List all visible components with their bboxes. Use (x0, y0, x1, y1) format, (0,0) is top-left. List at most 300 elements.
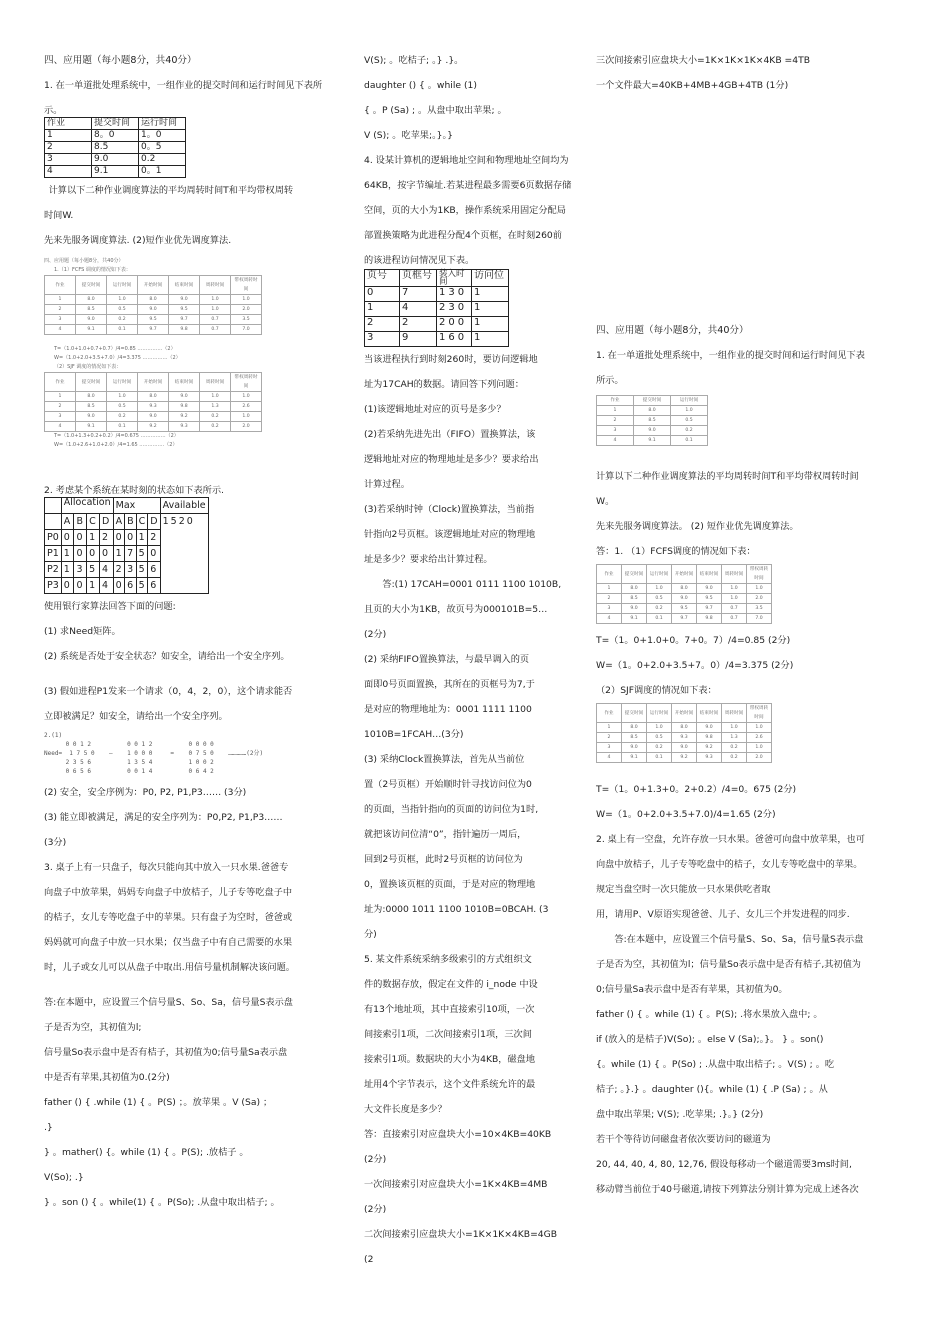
q3-text: 妈妈就可向盘子中放一只水果；仅当盘子中有自己需要的水果 (44, 937, 293, 948)
table-row (597, 704, 772, 723)
a3-text: } 。mather() {。while (1) { 。P(S); .放桔子 。 (44, 1147, 249, 1158)
table-cell: 带权周转时间 (747, 565, 772, 584)
table-row (45, 412, 262, 422)
a5-text: (2 (364, 1254, 374, 1265)
q5-text: 址用4个字节表示，这个文件系统允许的最 (364, 1079, 536, 1090)
spacer (596, 98, 916, 318)
table-cell: 9.7 (697, 604, 722, 614)
table-cell: 1.0 (722, 594, 747, 604)
thumb-formula: W=（1.0+2.6+1.0+2.0）/4=1.65 ……………（2） (54, 442, 178, 448)
q1-text: 先来先服务调度算法。 (2) 短作业优先调度算法。 (596, 521, 799, 532)
table-cell: 8.5 (92, 142, 139, 154)
thumb-table-sjf (596, 703, 772, 763)
table-cell: 9.1 (76, 325, 107, 335)
matrix-line: 0 0 1 2 0 0 1 2 0 0 0 0 (44, 741, 214, 748)
table-cell: 8.0 (76, 392, 107, 402)
q1-ask: 时间W. (44, 210, 74, 221)
table-cell: 1.0 (671, 406, 708, 416)
table-cell: 9.0 (697, 723, 722, 733)
table-row (45, 373, 262, 392)
table-cell: 0.7 (722, 604, 747, 614)
q2-text: 用，请用P、V原语实现爸爸、儿子、女儿三个并发进程的同步. (596, 909, 850, 920)
a4-text: 址为:0000 1011 1100 1010B=0BCAH. (3 (364, 904, 549, 915)
table-cell: 9.2 (138, 422, 169, 432)
table-cell: 8.0 (672, 584, 697, 594)
table-cell: 开始时间 (138, 373, 169, 392)
q1-ask: 计算以下二种作业调度算法的平均周转时间T和平均带权周转 (48, 185, 294, 196)
table-cell: 0.1 (647, 614, 672, 624)
table-cell: 1.0 (747, 584, 772, 594)
table-cell: 9.0 (622, 604, 647, 614)
table-cell: 运行时间 (671, 396, 708, 406)
table-cell: P3 (45, 578, 62, 594)
table-cell: 8.0 (622, 584, 647, 594)
table-cell: 5 (136, 578, 148, 594)
table-row (597, 416, 708, 426)
a3-text: .} (44, 1122, 53, 1133)
table-cell: 周转时间 (200, 276, 231, 295)
table-cell: 8.5 (634, 416, 671, 426)
matrix-line: 0 6 5 6 0 0 1 4 0 6 4 2 (44, 768, 214, 775)
thumb-heading: 四、应用题（每小题8分，共40分） (44, 258, 124, 264)
table-cell: 9.1 (92, 166, 139, 178)
a1-text: （2）SJF调度的情况如下表： (596, 685, 717, 696)
table-cell: 2 (100, 530, 114, 546)
table-cell: 带权周转时间 (231, 373, 262, 392)
table-cell: 0.2 (107, 412, 138, 422)
table-cell: 7 (125, 546, 137, 562)
table-cell: 提交时间 (92, 118, 139, 130)
matrix-line: Need= 1 7 5 0 — 1 0 0 0 = 0 7 5 0 ……………(2分) (44, 750, 264, 757)
table-cell: 6 (125, 578, 137, 594)
table-cell: 9.8 (169, 325, 200, 335)
q4-text: 空间，页的大小为1KB，操作系统采用固定分配局 (364, 205, 566, 216)
table-row (45, 118, 186, 130)
table-cell: 1 (45, 392, 76, 402)
q4-text: (1)该逻辑地址对应的页号是多少？ (364, 404, 506, 415)
table-cell: 0.2 (722, 753, 747, 763)
q4-text: 当该进程执行到时刻260时，要访问逻辑地 (364, 354, 538, 365)
table-cell: 0 (113, 530, 125, 546)
table-cell: 1.3 (722, 733, 747, 743)
table-cell: 9.0 (138, 412, 169, 422)
table-cell: 4 (45, 166, 92, 178)
table-cell: Max (113, 498, 160, 514)
table-cell: Allocation (61, 498, 113, 514)
table-cell: 3.5 (231, 315, 262, 325)
a4-text: (2) 采纳FIFO置换算法，与最早调入的页 (364, 654, 530, 665)
table-cell: 0.2 (107, 315, 138, 325)
a5-text: 一个文件最大=40KB+4MB+4GB+4TB (1分) (596, 80, 789, 91)
table-cell: 7 (400, 287, 437, 302)
table-row (365, 302, 509, 317)
q4-text: 4. 设某计算机的逻辑地址空间和物理地址空间均为 (364, 155, 569, 166)
table-cell: 1.0 (231, 412, 262, 422)
table-cell: 7.0 (747, 614, 772, 624)
table-cell: 运行时间 (139, 118, 186, 130)
table-cell: 3 (597, 426, 634, 436)
table-cell: 9.5 (672, 604, 697, 614)
q2-answer: (3) 能立即被满足，满足的安全序列为：P0,P2, P1,P3…… (44, 812, 283, 823)
q2-sub: (1) 求Need矩阵。 (44, 626, 121, 637)
table-row (365, 332, 509, 347)
table-cell: 9.0 (76, 315, 107, 325)
table-cell: P1 (45, 546, 62, 562)
thumb-table-sjf (44, 372, 262, 432)
table-cell: 0.5 (671, 416, 708, 426)
q2-answer: (3分) (44, 837, 67, 848)
table-row (45, 166, 186, 178)
table-cell: 0.1 (107, 422, 138, 432)
text-line: { 。P (Sa) ; 。从盘中取出苹果; 。 (364, 105, 507, 116)
q2-sub: (3) 假如进程P1发来一个请求（0，4，2，0），这个请求能否 (44, 686, 293, 697)
table-cell: 4 (597, 753, 622, 763)
table-cell: 9.3 (672, 733, 697, 743)
table-cell: 9.0 (622, 743, 647, 753)
table-cell: 8.5 (76, 305, 107, 315)
table-cell: 9.1 (622, 753, 647, 763)
a4-text: 的页面，当指针指向的页面的访问位为1时, (364, 804, 539, 815)
table-cell: 0.2 (647, 604, 672, 614)
table-cell: 9.1 (622, 614, 647, 624)
table-cell: 8.0 (138, 392, 169, 402)
need-matrix (44, 731, 334, 776)
table-cell: 2 (400, 317, 437, 332)
table-row (597, 723, 772, 733)
table-cell: 作业 (45, 276, 76, 295)
q2-sub: (2) 系统是否处于安全状态？如安全，请给出一个安全序列。 (44, 651, 290, 662)
table-cell: 5 (136, 546, 148, 562)
a1-text: 答：1. （1）FCFS调度的情况如下表： (596, 546, 756, 557)
table-cell: 6 (148, 578, 160, 594)
table-cell: 3.5 (747, 604, 772, 614)
table-cell: 1 (472, 332, 509, 347)
q1-text: W。 (596, 496, 615, 507)
table-cell: 4 (100, 578, 114, 594)
a1-text: W=（1。0+2.0+3.5+7。0）/4=3.375 (2分) (596, 660, 794, 671)
table-cell: 9.0 (672, 743, 697, 753)
table-cell: 3 (45, 154, 92, 166)
a1-text: T=（1。0+1.0+0。7+0。7）/4=0.85 (2分) (596, 635, 791, 646)
q2-sub: 立即被满足？如安全，请给出一个安全序列。 (44, 711, 228, 722)
table-cell: A (61, 514, 74, 530)
a3-text: 信号量So表示盘中是否有桔子，其初值为0;信号量Sa表示盘 (44, 1047, 288, 1058)
table-cell: 开始时间 (138, 276, 169, 295)
table-cell: 2.0 (231, 305, 262, 315)
table-cell: 1.0 (200, 392, 231, 402)
table-cell: P2 (45, 562, 62, 578)
table-cell: 9.7 (672, 614, 697, 624)
a5-text: (2分) (364, 1154, 387, 1165)
table-cell: 1.0 (231, 295, 262, 305)
table-cell: 3 (597, 743, 622, 753)
table-cell: 0.1 (647, 753, 672, 763)
table-cell: 0.1 (107, 325, 138, 335)
table-cell: 2 (113, 562, 125, 578)
table-cell: 8.0 (672, 723, 697, 733)
table-cell: 9.0 (169, 295, 200, 305)
table-cell: 1.3 (200, 402, 231, 412)
text-line: V(S); 。吃桔子; 。} .}。 (364, 55, 464, 66)
table-cell: 1 (472, 287, 509, 302)
table-cell: 结束时间 (697, 565, 722, 584)
matrix-line: 2.(1) (44, 732, 63, 739)
table-cell: 0.2 (671, 426, 708, 436)
q5-text: 5. 某文件系统采纳多级索引的方式组织文 (364, 954, 532, 965)
q1-text: 所示。 (596, 375, 624, 386)
table-cell: 1.0 (747, 723, 772, 733)
a2-text: 0;信号量Sa表示盘中是否有苹果，其初值为0。 (596, 984, 788, 995)
table-cell: 2 (45, 402, 76, 412)
q4-page-table (364, 269, 509, 347)
table-cell: 0 (74, 546, 87, 562)
table-cell: 230 (437, 302, 472, 317)
a4-text: 答:(1) 17CAH=0001 0111 1100 1010B, (382, 579, 562, 590)
a3-text: father () { .while (1) { 。P(S) ；。放苹果 。V (Sa) ； (44, 1097, 273, 1108)
table-cell: 8.0 (138, 295, 169, 305)
table-cell: P0 (45, 530, 62, 546)
table-cell: 提交时间 (76, 373, 107, 392)
table-cell: 1 (87, 530, 100, 546)
q3-text: 时，儿子或女儿可以从盘子中取出.用信号量机制解决该问题。 (44, 962, 295, 973)
table-row (45, 325, 262, 335)
table-cell: C (87, 514, 100, 530)
q2-ask: 使用银行家算法回答下面的问题: (44, 601, 176, 612)
table-cell: Available (160, 498, 208, 514)
a4-text: 0，置换该页框的页面，于是对应的物理地 (364, 879, 536, 890)
table-cell: 结束时间 (169, 373, 200, 392)
table-cell (45, 514, 62, 530)
table-cell: B (74, 514, 87, 530)
table-cell: 0.2 (722, 743, 747, 753)
table-row (45, 142, 186, 154)
a4-text: 就把该访问位清“0”，指针遍历一周后， (364, 829, 527, 840)
table-cell: 9.7 (169, 315, 200, 325)
table-cell: 3 (125, 562, 137, 578)
thumb-table-jobs (596, 395, 708, 446)
table-row (45, 130, 186, 142)
table-row (597, 753, 772, 763)
table-cell: 0.2 (200, 412, 231, 422)
table-row (597, 565, 772, 584)
table-cell: 9.1 (634, 436, 671, 446)
table-cell-available: 1520 (160, 514, 208, 594)
a5-text: 一次间接索引对应盘块大小=1K×4KB=4MB (364, 1179, 548, 1190)
q2-text: 2. 桌上有一空盘，允许存放一只水果。爸爸可向盘中放苹果，也可 (596, 834, 865, 845)
table-cell: 0.5 (647, 594, 672, 604)
table-cell: 9.3 (697, 753, 722, 763)
table-cell: 1 (472, 317, 509, 332)
table-cell: 0 (125, 530, 137, 546)
q4-text: 计算过程。 (364, 479, 410, 490)
table-cell: 2 (45, 305, 76, 315)
table-cell: 作业 (597, 396, 634, 406)
table-cell: 1 (61, 562, 74, 578)
table-row (597, 743, 772, 753)
table-cell: B (125, 514, 137, 530)
table-cell: 作业 (597, 704, 622, 723)
table-cell: 0.5 (107, 402, 138, 412)
a4-text: 分) (364, 929, 377, 940)
table-cell: 5 (136, 562, 148, 578)
table-cell: 周转时间 (722, 565, 747, 584)
table-cell: 130 (437, 287, 472, 302)
table-row (45, 305, 262, 315)
table-cell: 运行时间 (107, 373, 138, 392)
table-row (365, 287, 509, 302)
a2-text: 盘中取出苹果; V(S); .吃苹果; .}。} (2分) (596, 1109, 764, 1120)
a5-text: 答：直接索引对应盘块大小=10×4KB=40KB (364, 1129, 552, 1140)
table-cell: 1.0 (200, 305, 231, 315)
a4-text: (3) 采纳Clock置换算法，首先从当前位 (364, 754, 525, 765)
table-cell: 9 (400, 332, 437, 347)
table-cell: 0.2 (139, 154, 186, 166)
table-cell: A (113, 514, 125, 530)
table-cell: 0 (100, 546, 114, 562)
table-cell: 访问位 (472, 270, 509, 287)
table-cell: 9.0 (169, 392, 200, 402)
table-row (597, 733, 772, 743)
table-cell: 8.5 (622, 733, 647, 743)
thumb-table-fcfs (596, 564, 772, 624)
table-cell: 结束时间 (697, 704, 722, 723)
q4-text: 逻辑地址对应的物理地址是多少？要求给出 (364, 454, 539, 465)
q2-intro: 2. 考虑某个系统在某时刻的状态如下表所示. (44, 485, 224, 496)
table-cell: 2.0 (747, 594, 772, 604)
table-cell: 页框号 (400, 270, 437, 287)
q3-text: 20, 44, 40, 4, 80, 12,76, 假设每移动一个磁道需要3ms时间, (596, 1159, 852, 1170)
table-cell: 作业 (597, 565, 622, 584)
table-cell: 1.0 (107, 392, 138, 402)
table-cell: 9.5 (138, 315, 169, 325)
q5-text: 有13个地址项，其中直接索引10项，一次 (364, 1004, 535, 1015)
a2-text: 答:在本题中，应设置三个信号量S、So、Sa，信号量S表示盘 (614, 934, 864, 945)
table-row (597, 426, 708, 436)
thumb-heading: （2）SJF 调度的情况如下表： (54, 364, 122, 370)
q2-text: 向盘中放桔子，儿子专等吃盘中的桔子，女儿专等吃盘中的苹果。 (596, 859, 863, 870)
table-cell: 页号 (365, 270, 400, 287)
table-cell: 1 (365, 302, 400, 317)
a2-text: if (放入的是桔子)V(So); 。else V (Sa);。}。 } 。son() (596, 1034, 824, 1045)
q2-answer: (2) 安全，安全序例为：P0, P2, P1,P3…… (3分) (44, 787, 247, 798)
table-cell: 1.0 (231, 392, 262, 402)
q4-text: (2)若采纳先进先出（FIFO）置换算法，该 (364, 429, 536, 440)
table-cell: 3 (365, 332, 400, 347)
column-right (596, 48, 916, 1202)
q4-text: 的该进程访问情况见下表。 (364, 255, 475, 266)
table-cell: 开始时间 (672, 565, 697, 584)
table-cell: 1 (136, 530, 148, 546)
table-cell: D (100, 514, 114, 530)
table-cell: 运行时间 (107, 276, 138, 295)
column-left (44, 48, 334, 1215)
a4-text: 是对应的物理地址为：0001 1111 1100 (364, 704, 532, 715)
table-cell: 9.0 (697, 584, 722, 594)
table-cell: 作业 (45, 373, 76, 392)
table-cell: 4 (100, 562, 114, 578)
table-cell: 9.3 (138, 402, 169, 412)
table-cell: 8。0 (92, 130, 139, 142)
table-cell: 9.2 (169, 412, 200, 422)
table-cell: 2 (148, 530, 160, 546)
q4-text: 部置换策略为此进程分配4个页框，在时刻260前 (364, 230, 562, 241)
table-cell: 0.2 (647, 743, 672, 753)
table-cell: 0。1 (139, 166, 186, 178)
table-cell: 5 (87, 562, 100, 578)
table-cell: 9.0 (672, 594, 697, 604)
table-cell: 0 (365, 287, 400, 302)
table-cell: 1 (45, 295, 76, 305)
table-row (597, 406, 708, 416)
table-cell: 0 (148, 546, 160, 562)
table-cell: 1 (61, 546, 74, 562)
table-cell: 9.5 (169, 305, 200, 315)
column-middle (364, 48, 574, 1272)
table-cell: 2 (45, 142, 92, 154)
a5-text: 二次间接索引应盘块大小=1K×1K×4KB=4GB (364, 1229, 558, 1240)
a4-text: 1010B=1FCAH…(3分) (364, 729, 464, 740)
table-row (597, 436, 708, 446)
table-cell: 提交时间 (634, 396, 671, 406)
table-cell: 3 (597, 604, 622, 614)
a4-text: 且页的大小为1KB，故页号为000101B=5… (364, 604, 548, 615)
table-cell: 9.7 (138, 325, 169, 335)
table-row (597, 584, 772, 594)
a2-text: 桔子; 。}.} 。daughter (){。while (1) { .P (Sa) ; 。从 (596, 1084, 828, 1095)
table-cell: 1 (597, 406, 634, 416)
a3-text: } 。son () { 。while(1) { 。P(So); .从盘中取出桔子; 。 (44, 1197, 280, 1208)
table-cell: 1 (472, 302, 509, 317)
table-cell: D (148, 514, 160, 530)
table-cell: 1.0 (647, 584, 672, 594)
table-cell: 0.7 (200, 315, 231, 325)
table-row (45, 402, 262, 412)
table-cell: 2 (597, 733, 622, 743)
table-cell: 8.0 (76, 295, 107, 305)
text-line: V (S); 。吃苹果;。}。} (364, 130, 453, 141)
a4-text: 回到2号页框，此时2号页框的访问位为 (364, 854, 523, 865)
table-cell: 9.1 (76, 422, 107, 432)
table-cell: 0 (74, 578, 87, 594)
table-cell: 3 (45, 315, 76, 325)
table-cell: 0 (61, 530, 74, 546)
table-row (45, 514, 209, 530)
q3-text: 移动臂当前位于40号磁道,请按下列算法分别计算为完成上述各次 (596, 1184, 859, 1195)
a1-text: T=（1。0+1.3+0。2+0.2）/4=0。675 (2分) (596, 784, 797, 795)
table-cell: 3 (74, 562, 87, 578)
section-heading: 四、应用题（每小题8分，共40分） (596, 325, 749, 336)
table-cell: 9.0 (92, 154, 139, 166)
table-cell: 0.1 (671, 436, 708, 446)
table-cell: 1.0 (722, 584, 747, 594)
table-cell: 开始时间 (672, 704, 697, 723)
table-cell: 提交时间 (622, 704, 647, 723)
table-cell: 4 (597, 436, 634, 446)
table-cell: 1.0 (107, 295, 138, 305)
q5-text: 大文件长度是多少？ (364, 1104, 447, 1115)
table-row (45, 154, 186, 166)
table-cell: 提交时间 (622, 565, 647, 584)
a3-text: 子是否为空，其初值为l; (44, 1022, 142, 1033)
table-cell: 0。5 (139, 142, 186, 154)
a3-text: 中是否有苹果,其初值为0.(2分) (44, 1072, 170, 1083)
a5-text: (2分) (364, 1204, 387, 1215)
thumb-table-fcfs (44, 275, 262, 335)
table-cell: 提交时间 (76, 276, 107, 295)
a4-text: 置（2号页框）开始顺时针寻找访问位为0 (364, 779, 532, 790)
table-cell: 运行时间 (647, 704, 672, 723)
table-cell: 9.0 (76, 412, 107, 422)
